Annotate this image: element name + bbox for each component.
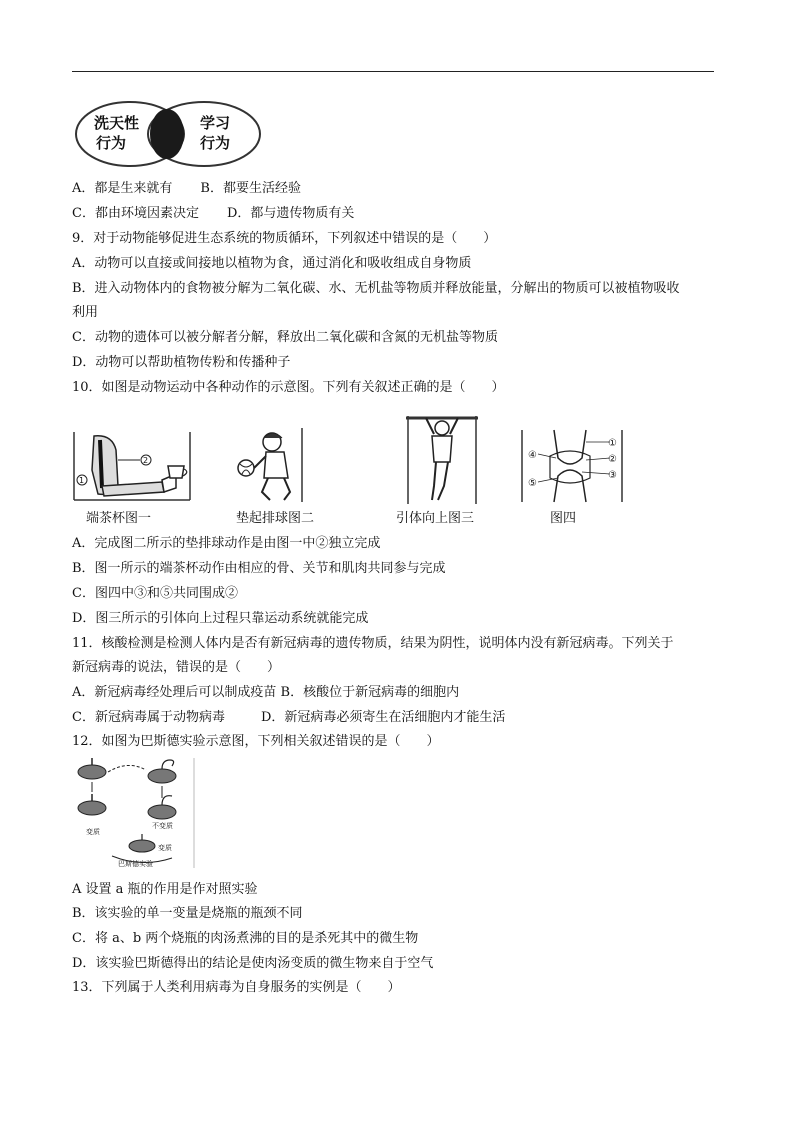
fig2-caption: 垫起排球图二 (236, 511, 315, 526)
fig4-caption: 图四 (550, 511, 577, 526)
q11-option-d: D．新冠病毒必须寄生在活细胞内才能生活 (260, 710, 506, 725)
fig3-pullup (404, 414, 480, 506)
venn-left-line1: 洗天性 (94, 114, 140, 132)
q8-options-row2 (72, 205, 354, 223)
venn-right-line1: 学习 (200, 114, 231, 132)
q12-stem: 12．如图为巴斯德实验示意图，下列相关叙述错误的是（ ） (72, 734, 440, 749)
q11-options-ab: A．新冠病毒经处理后可以制成疫苗 B．核酸位于新冠病毒的细胞内 (72, 685, 460, 700)
venn-left-line2: 行为 (96, 134, 127, 152)
fig2-volleyball (232, 426, 304, 504)
q11-stem: 11．核酸检测是检测人体内是否有新冠病毒的遗传物质，结果为阴性，说明体内没有新冠病毒。下列关于 (72, 636, 674, 651)
q11-option-c: C．新冠病毒属于动物病毒 (72, 710, 225, 725)
fig4-mark-1: ① (608, 438, 617, 449)
q10-option-b: B．图一所示的端茶杯动作由相应的骨、关节和肌肉共同参与完成 (72, 561, 446, 576)
fig-label-spoiled-2: 变质 (158, 844, 172, 852)
fig1-caption: 端茶杯图一 (86, 511, 152, 526)
q11-options-row2 (72, 709, 505, 727)
fig4-mark-5: ⑤ (528, 478, 537, 489)
q13-stem: 13．下列属于人类利用病毒为自身服务的实例是（ ） (72, 980, 401, 995)
q10-option-d: D．图三所示的引体向上过程只靠运动系统就能完成 (72, 611, 369, 626)
q8-option-d: D．都与遗传物质有关 (226, 206, 355, 221)
q10-stem: 10．如图是动物运动中各种动作的示意图。下列有关叙述正确的是（ ） (72, 380, 505, 395)
fig-pasteur-experiment (72, 756, 196, 870)
fig4-joint (520, 428, 624, 504)
q9-option-a: A．动物可以直接或间接地以植物为食，通过消化和吸收组成自身物质 (72, 256, 472, 271)
q8-option-a: A．都是生来就有 (72, 181, 173, 196)
venn-diagram (72, 98, 264, 174)
q10-option-a: A．完成图二所示的垫排球动作是由图一中②独立完成 (72, 536, 381, 551)
q12-option-b: B．该实验的单一变量是烧瓶的瓶颈不同 (72, 906, 303, 921)
q8-option-b: B．都要生活经验 (200, 181, 301, 196)
fig4-mark-4: ④ (528, 450, 537, 461)
fig-label-spoiled-1: 变质 (86, 828, 100, 836)
q12-option-d: D．该实验巴斯德得出的结论是使肉汤变质的微生物来自于空气 (72, 956, 434, 971)
q8-option-c: C．都由环境因素决定 (72, 206, 199, 221)
header-rule (72, 71, 714, 72)
svg-text:1: 1 (79, 476, 85, 485)
q12-option-c: C．将 a、b 两个烧瓶的肉汤煮沸的目的是杀死其中的微生物 (72, 931, 419, 946)
fig-label-title: 巴斯德实验 (118, 860, 153, 868)
q12-option-a: A 设置 a 瓶的作用是作对照实验 (72, 882, 258, 897)
q10-option-c: C．图四中③和⑤共同围成② (72, 586, 238, 601)
q9-option-d: D．动物可以帮助植物传粉和传播种子 (72, 355, 291, 370)
q11-stem-cont: 新冠病毒的说法，错误的是（ ） (72, 660, 281, 675)
fig1-arm-cup (72, 430, 192, 502)
q9-option-c: C．动物的遗体可以被分解者分解，释放出二氧化碳和含氮的无机盐等物质 (72, 330, 498, 345)
svg-text:2: 2 (143, 456, 149, 465)
fig4-mark-3: ③ (608, 470, 617, 481)
q9-option-b: B．进入动物体内的食物被分解为二氧化碳、水、无机盐等物质并释放能量，分解出的物质可以被植物吸收 (72, 281, 680, 296)
fig4-mark-2: ② (608, 454, 617, 465)
venn-right-line2: 行为 (200, 134, 231, 152)
fig3-caption: 引体向上图三 (396, 511, 475, 526)
q9-option-b-cont: 利用 (72, 305, 99, 320)
fig-label-not-spoiled: 不变质 (152, 822, 173, 830)
q9-stem: 9．对于动物能够促进生态系统的物质循环，下列叙述中错误的是（ ） (72, 231, 497, 246)
q8-options-row1 (72, 180, 301, 198)
